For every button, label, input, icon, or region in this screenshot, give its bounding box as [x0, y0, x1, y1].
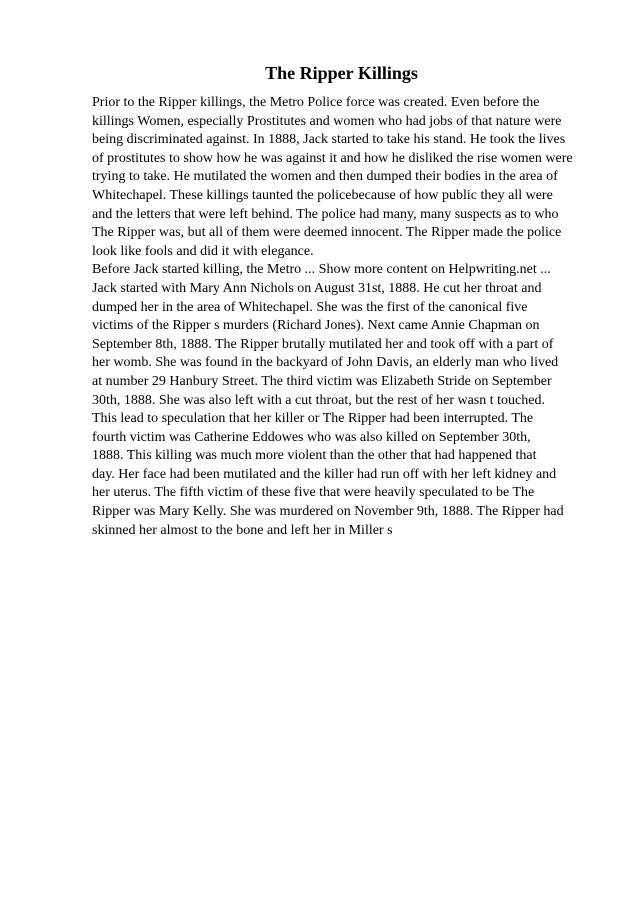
text-line: her womb. She was found in the backyard of John Davis, an elderly man who lived	[92, 355, 559, 371]
text-line: dumped her in the area of Whitechapel. She was the first of the canonical five	[92, 299, 528, 315]
text-line: Jack started with Mary Ann Nichols on August 31st, 1888. He cut her throat and	[92, 280, 542, 296]
text-line: trying to take. He mutilated the women and then dumped their bodies in the area of	[92, 169, 558, 185]
text-line: killings Women, especially Prostitutes and women who had jobs of that nature were	[92, 113, 562, 129]
text-line: fourth victim was Catherine Eddowes who was also killed on September 30th,	[92, 429, 531, 445]
text-line: 1888. This killing was much more violent than the other that had happened that	[92, 448, 537, 464]
text-line: Ripper was Mary Kelly. She was murdered on November 9th, 1888. The Ripper had	[92, 504, 564, 520]
text-line: Before Jack started killing, the Metro ... Show more content on Helpwriting.net ...	[92, 262, 551, 278]
text-line: of prostitutes to show how he was against it and how he disliked the rise women were	[92, 150, 573, 166]
text-line: her uterus. The fifth victim of these five that were heavily speculated to be The	[92, 485, 535, 501]
text-line: at number 29 Hanbury Street. The third victim was Elizabeth Stride on September	[92, 373, 552, 389]
text-line: being discriminated against. In 1888, Jack started to take his stand. He took the lives	[92, 132, 566, 148]
text-line: and the letters that were left behind. The police had many, many suspects as to who	[92, 206, 559, 222]
document-title: The Ripper Killings	[265, 63, 418, 83]
text-line: The Ripper was, but all of them were deemed innocent. The Ripper made the police	[92, 225, 562, 241]
text-line: September 8th, 1888. The Ripper brutally mutilated her and took off with a part of	[92, 336, 554, 352]
text-line: This lead to speculation that her killer or The Ripper had been interrupted. The	[92, 411, 534, 427]
text-line: Prior to the Ripper killings, the Metro Police force was created. Even before the	[92, 95, 540, 110]
text-line: Whitechapel. These killings taunted the policebecause of how public they all were	[92, 187, 553, 203]
text-line: victims of the Ripper s murders (Richard Jones). Next came Annie Chapman on	[92, 318, 540, 334]
text-line: 30th, 1888. She was also left with a cut throat, but the rest of her wasn t touched.	[92, 392, 545, 408]
text-line: skinned her almost to the bone and left her in Miller s	[92, 522, 393, 538]
text-line: day. Her face had been mutilated and the killer had run off with her left kidney and	[92, 466, 557, 482]
text-line: look like fools and did it with elegance.	[92, 243, 314, 259]
document-body	[92, 94, 602, 540]
